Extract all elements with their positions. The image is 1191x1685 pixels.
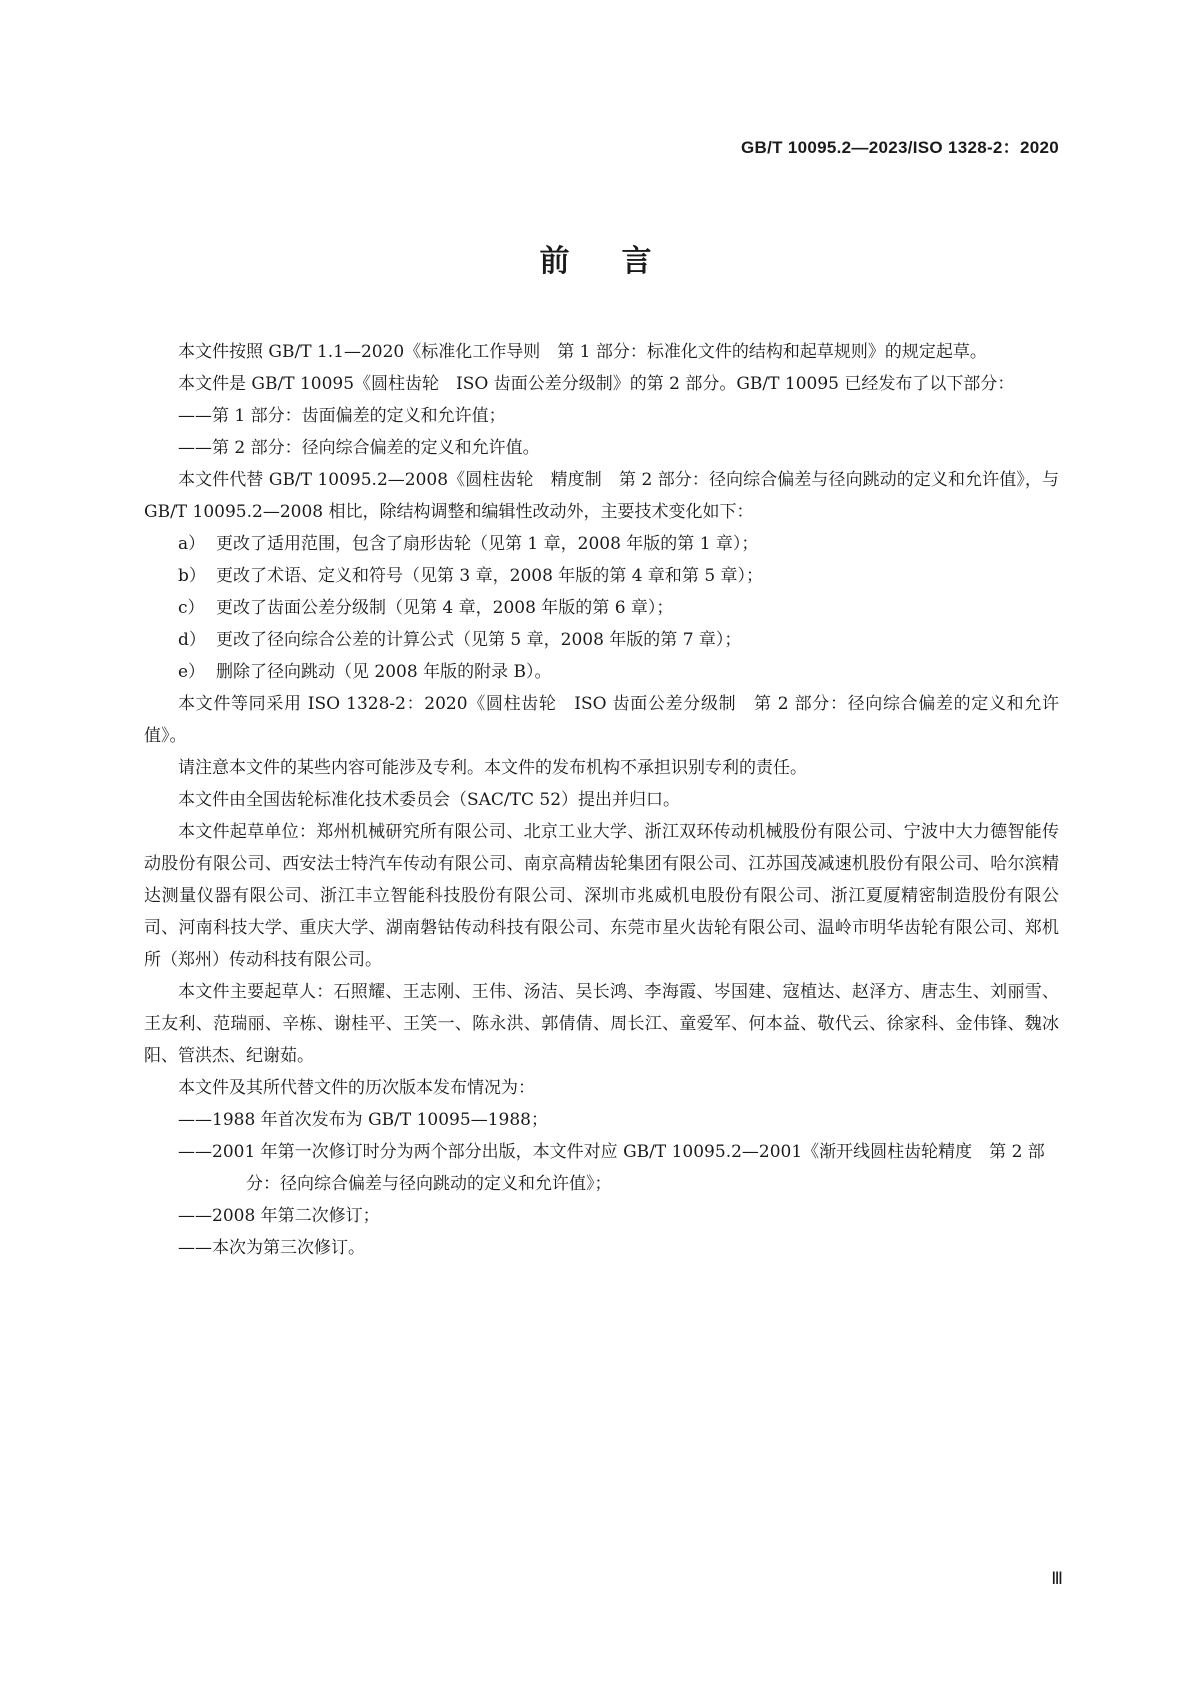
paragraph: 本文件主要起草人：石照耀、王志刚、王伟、汤洁、吴长鸿、李海霞、岑国建、寇植达、赵泽方、唐志生、刘丽雪、王友利、范瑞丽、辛栋、谢桂平、王笑一、陈永洪、郭倩倩、周长江、童爱军、何本益、敬代云、徐家科、金伟锋、魏冰阳、管洪杰、纪谢茹。 [144,982,1059,1066]
list-item: ——第 2 部分：径向综合偏差的定义和允许值。 [178,438,540,458]
history-item: ——本次为第三次修订。 [178,1238,365,1258]
standard-code: GB/T 10095.2—2023/ISO 1328-2：2020 [741,138,1059,157]
change-item [144,656,1059,688]
change-item [144,528,1059,560]
change-item [144,560,1059,592]
paragraph: 本文件由全国齿轮标准化技术委员会（SAC/TC 52）提出并归口。 [178,790,681,810]
item-label: d） [178,630,206,650]
item-text: 更改了术语、定义和符号（见第 3 章，2008 年版的第 4 章和第 5 章）； [216,566,764,586]
change-item [144,592,1059,624]
paragraph: 本文件等同采用 ISO 1328-2：2020《圆柱齿轮 ISO 齿面公差分级制 第 2 部分：径向综合偏差的定义和允许值》。 [144,694,1059,746]
paragraph: 本文件起草单位：郑州机械研究所有限公司、北京工业大学、浙江双环传动机械股份有限公司、宁波中大力德智能传动股份有限公司、西安法士特汽车传动有限公司、南京高精齿轮集团有限公司、江苏国茂减速机股份有限公司、哈尔滨精达测量仪器有限公司、浙江丰立智能科技股份有限公司、深圳市兆威机电股份有限公司、浙江夏厦精密制造股份有限公司、河南科技大学、重庆大学、湖南磐钴传动科技有限公司、东莞市星火齿轮有限公司、温岭市明华齿轮有限公司、郑机所（郑州）传动科技有限公司。 [144,822,1059,970]
change-item [144,624,1059,656]
item-label: a） [178,534,206,554]
item-text: 更改了适用范围，包含了扇形齿轮（见第 1 章，2008 年版的第 1 章）； [216,534,759,554]
item-label: b） [178,566,206,586]
history-item: ——1988 年首次发布为 GB/T 10095—1988； [178,1110,548,1130]
item-text: 更改了齿面公差分级制（见第 4 章，2008 年版的第 6 章）； [216,598,674,618]
list-item: ——第 1 部分：齿面偏差的定义和允许值； [178,406,506,426]
item-text: 删除了径向跳动（见 2008 年版的附录 B）。 [216,662,552,682]
item-label: c） [178,598,205,618]
history-item: ——2001 年第一次修订时分为两个部分出版，本文件对应 GB/T 10095.2—2001《渐开线圆柱齿轮精度 第 2 部分：径向综合偏差与径向跳动的定义和允许值》； [178,1142,1045,1194]
item-text: 更改了径向综合公差的计算公式（见第 5 章，2008 年版的第 7 章）； [216,630,742,650]
paragraph: 请注意本文件的某些内容可能涉及专利。本文件的发布机构不承担识别专利的责任。 [178,758,807,778]
history-item: ——2008 年第二次修订； [178,1206,380,1226]
item-label: e） [178,662,206,682]
paragraph: 本文件及其所代替文件的历次版本发布情况为： [178,1078,535,1098]
paragraph: 本文件是 GB/T 10095《圆柱齿轮 ISO 齿面公差分级制》的第 2 部分。GB/T 10095 已经发布了以下部分： [178,374,1015,394]
paragraph: 本文件按照 GB/T 1.1—2020《标准化工作导则 第 1 部分：标准化文件的结构和起草规则》的规定起草。 [178,342,987,362]
paragraph: 本文件代替 GB/T 10095.2—2008《圆柱齿轮 精度制 第 2 部分：径向综合偏差与径向跳动的定义和允许值》，与 GB/T 10095.2—2008 相比，除结构调整和编辑性改动外，主要技术变化如下： [144,470,1059,522]
preface-body [144,336,1059,1264]
page-number: Ⅲ [1051,1569,1063,1588]
page-title: 前言 [539,244,704,279]
